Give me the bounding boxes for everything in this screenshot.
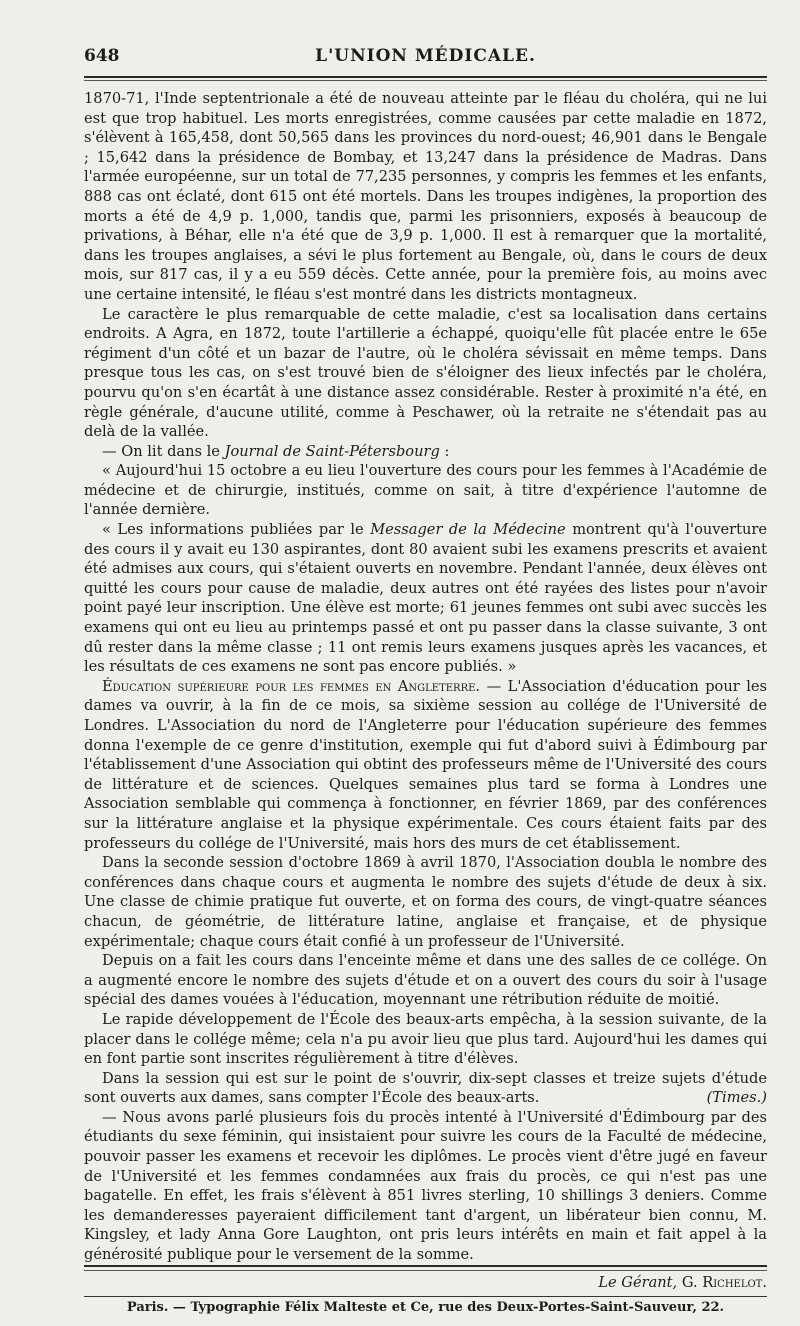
paragraph-beaux-arts: Le rapide développement de l'École des beaux-arts empêcha, à la session suivante, de la placer dans le collége même; cela n'a pu avoir lieu que plus tard. Aujourd'hui les dames qui en font partie sont inscrites régulièrement à titre d'élèves. <box>84 1010 767 1068</box>
education-body: — L'Association d'éducation pour les dames va ouvrir, à la fin de ce mois, sa sixième session au collége de l'Université de Londres. L'Association du nord de l'Angleterre pour l'éducation supérieure des femmes donna l'exemple de ce genre d'institution, exemple qui fut d'abord suivi à Édimbourg par l'établissement d'une Association qui obtint des professeurs même de l'Université des cours de littérature et de sciences. Quelques semaines plus tard se forma à Londres une Association semblable qui commença à fonctionner, en février 1869, par des conférences sur la littérature anglaise et la physique expérimentale. Ces cours étaient faits par des professeurs du collége de l'Université, mais hors des murs de cet établissement. <box>84 677 768 852</box>
footer-rule-thin <box>84 1270 767 1271</box>
informations-body: montrent qu'à l'ouverture des cours il y avait eu 130 aspirantes, dont 80 avaient subi les examens prescrits et avaient été admises aux cours, qui s'étaient ouverts en novembre. Pendant l'année, deux élèves ont quitté les cours pour cause de maladie, deux autres ont été rayées des listes pour n'avoir point payé leur inscription. Une élève est morte; 61 jeunes femmes ont subi avec succès les examens qui ont eu lieu au printemps passé et ont pu passer dans la classe suivante, 3 ont dû rester dans la même classe ; 11 ont remis leurs examens jusques après les vacances, et les résultats de ces examens ne sont pas encore publiés. » <box>84 521 767 676</box>
footer-rule <box>84 1265 767 1267</box>
signature <box>598 1274 767 1291</box>
imprint: Paris. — Typographie Félix Malteste et Ce, rue des Deux-Portes-Saint-Sauveur, 22. <box>126 1300 725 1315</box>
paragraph-seconde-session: Dans la seconde session d'octobre 1869 à avril 1870, l'Association doubla le nombre des conférences dans chaque cours et augmenta le nombre des sujets d'étude de deux à six. Une classe de chimie pratique fut ouverte, et on forma des cours, de vingt-quatre séances chacun, de géométrie, de littérature latine, anglaise et française, et de physique expérimentale; chaque cours était confié à un professeur de l'Université. <box>84 854 767 950</box>
session-body: Dans la session qui est sur le point de s'ouvrir, dix-sept classes et treize sujets d'étude sont ouverts aux dames, sans compter l'École des beaux-arts. <box>84 1069 767 1107</box>
imprint-rule <box>84 1296 767 1297</box>
journal-prefix: — On lit dans le <box>102 442 220 460</box>
header-rule-thin <box>84 80 767 81</box>
messager-title: Messager de la Médecine <box>370 521 566 539</box>
paragraph-localisation: Le caractère le plus remarquable de cette maladie, c'est sa localisation dans certains endroits. A Agra, en 1872, toute l'artillerie a échappé, quoiqu'elle fût placée entre le 65e régiment d'un côté et un bazar de l'autre, où le choléra sévissait en même temps. Dans presque tous les cas, on s'est trouvé bien de s'éloigner des lieux infectés par le choléra, pourvu qu'on s'en écartât à une distance assez considérable. Rester à proximité n'a été, en règle générale, d'aucune utilité, comme à Peschawer, où la retraite ne s'étendait pas au delà de la vallée. <box>84 305 767 441</box>
running-title: L'UNION MÉDICALE. <box>315 46 536 66</box>
paragraph-journal-intro <box>84 442 767 462</box>
signature-name: G. Richelot. <box>681 1274 767 1291</box>
page-header <box>84 46 767 70</box>
paragraph-informations <box>84 520 767 677</box>
section-heading-education: Éducation supérieure pour les femmes en Angleterre. <box>102 677 481 695</box>
page <box>84 0 767 1326</box>
header-rule <box>84 76 767 78</box>
article-body <box>84 89 767 1265</box>
signature-label: Le Gérant, <box>598 1274 678 1291</box>
journal-suffix: : <box>444 442 450 460</box>
paragraph-education-angleterre <box>84 677 767 853</box>
paragraph-cours-femmes: « Aujourd'hui 15 octobre a eu lieu l'ouverture des cours pour les femmes à l'Académie de médecine et de chirurgie, institués, comme on sait, à titre d'expérience l'automne de l'année dernière. <box>84 462 767 519</box>
paragraph-proces: — Nous avons parlé plusieurs fois du procès intenté à l'Université d'Édimbourg par des étudiants du sexe féminin, qui insistaient pour suivre les cours de la Faculté de médecine, pouvoir passer les examens et recevoir les diplômes. Le procès vient d'être jugé en faveur de l'Université et les femmes condamnées aux frais du procès, ce qui n'est pas une bagatelle. En effet, les frais s'élèvent à 851 livres sterling, 10 shillings 3 deniers. Comme les demanderesses payeraient difficilement tant d'argent, un libérateur bien connu, M. Kingsley, et lady Anna Gore Laughton, ont pris leurs intérêts en main et fait appel à la générosité publique pour le versement de la somme. <box>84 1108 767 1264</box>
paragraph-session <box>84 1069 767 1108</box>
informations-prefix: « Les informations publiées par le <box>102 521 364 539</box>
page-number: 648 <box>84 46 120 66</box>
journal-title: Journal de Saint-Pétersbourg <box>224 442 440 460</box>
paragraph-cholera: 1870-71, l'Inde septentrionale a été de nouveau atteinte par le fléau du choléra, qui ne lui est que trop habituel. Les morts enregistrées, comme causées par cette maladie en 1872, s'élèvent à 165,458, dont 50,565 dans les provinces du nord-ouest; 46,901 dans le Bengale ; 15,642 dans la présidence de Bombay, et 13,247 dans la présidence de Madras. Dans l'armée européenne, sur un total de 77,235 personnes, y compris les femmes et les enfants, 888 cas ont éclaté, dont 615 ont été mortels. Dans les troupes indigènes, la proportion des morts a été de 4,9 p. 1,000, tandis que, parmi les prisonniers, exposés à beaucoup de privations, à Béhar, elle n'a été que de 3,9 p. 1,000. Il est à remarquer que la mortalité, dans les troupes anglaises, a sévi le plus fortement au Bengale, où, dans le cours de deux mois, sur 817 cas, il y a eu 559 décès. Cette année, pour la première fois, au moins avec une certaine intensité, le fléau s'est montré dans les districts montagneux. <box>84 90 767 303</box>
paragraph-depuis: Depuis on a fait les cours dans l'enceinte même et dans une des salles de ce collége. On a augmenté encore le nombre des sujets d'étude et on a ouvert des cours du soir à l'usage spécial des dames vouées à l'éducation, moyennant une rétribution réduite de moitié. <box>84 952 767 1009</box>
times-attribution: (Times.) <box>706 1089 767 1107</box>
